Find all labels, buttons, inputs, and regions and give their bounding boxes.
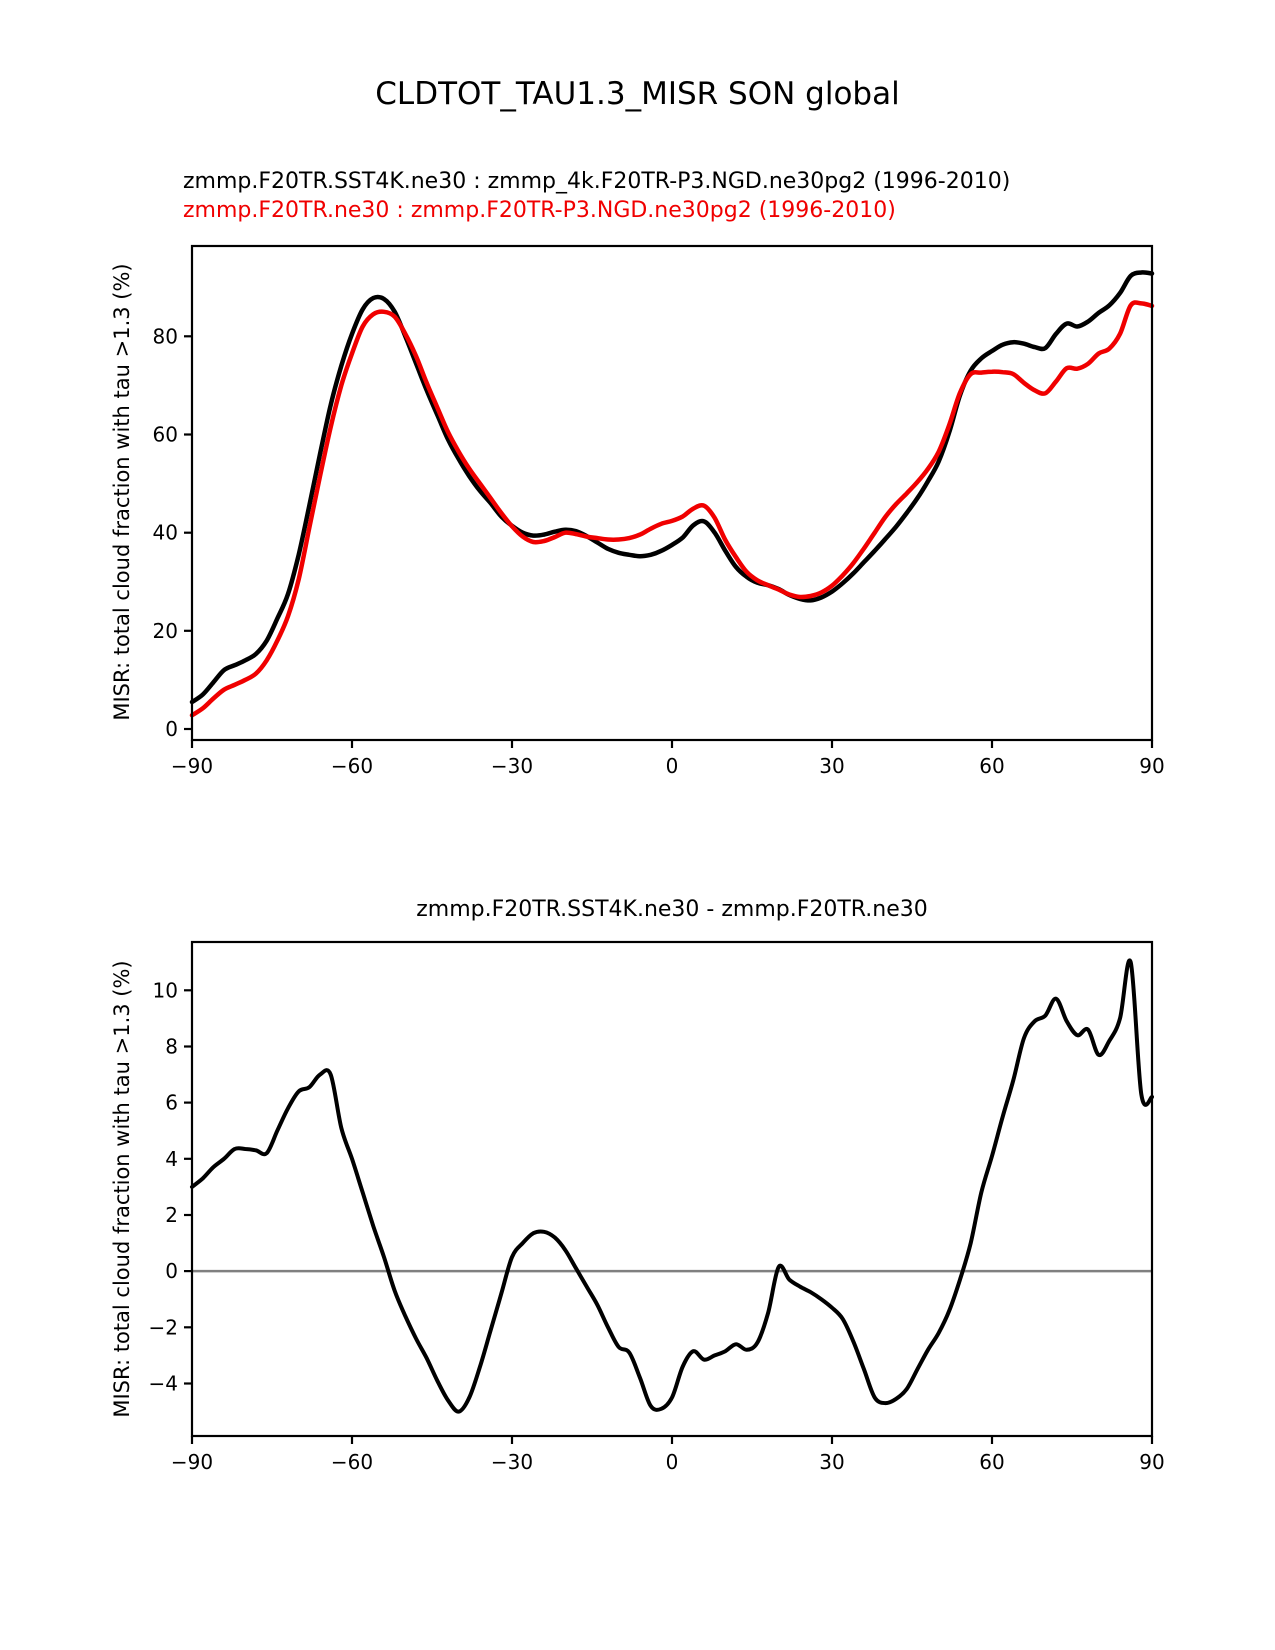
top-chart-y-axis-label: MISR: total cloud fraction with tau >1.3 (%) bbox=[110, 263, 134, 721]
x-tick-label: −30 bbox=[490, 1450, 534, 1475]
y-tick-label: 40 bbox=[152, 520, 178, 545]
series-line-difference bbox=[192, 960, 1152, 1411]
figure-title: CLDTOT_TAU1.3_MISR SON global bbox=[375, 76, 900, 112]
x-tick-label: −30 bbox=[490, 754, 534, 779]
y-tick-label: 10 bbox=[152, 978, 178, 1003]
x-tick-label: 60 bbox=[979, 1450, 1005, 1475]
x-tick-label: 0 bbox=[665, 754, 679, 779]
y-tick-label: 2 bbox=[165, 1203, 178, 1227]
y-tick-label: 4 bbox=[165, 1146, 178, 1171]
bottom-chart bbox=[149, 942, 1165, 1474]
x-tick-label: −60 bbox=[330, 1450, 374, 1475]
axes-frame bbox=[192, 942, 1152, 1436]
x-tick-label: −90 bbox=[170, 754, 214, 779]
y-tick-label: 0 bbox=[165, 1259, 178, 1284]
y-tick-label: 60 bbox=[152, 422, 178, 447]
x-tick-label: 30 bbox=[819, 754, 845, 779]
x-tick-label: 30 bbox=[819, 1450, 845, 1475]
y-tick-label: −2 bbox=[148, 1315, 178, 1340]
series-line-zmmp.F20TR.ne30 bbox=[192, 302, 1152, 715]
x-tick-label: 90 bbox=[1139, 754, 1165, 779]
axes-frame bbox=[192, 246, 1152, 740]
y-tick-label: 8 bbox=[165, 1034, 178, 1059]
x-tick-label: 60 bbox=[979, 754, 1005, 779]
legend-entry-red: zmmp.F20TR.ne30 : zmmp.F20TR-P3.NGD.ne30pg2 (1996-2010) bbox=[183, 198, 896, 223]
y-tick-label: 80 bbox=[152, 324, 178, 349]
legend-entry-black: zmmp.F20TR.SST4K.ne30 : zmmp_4k.F20TR-P3.NGD.ne30pg2 (1996-2010) bbox=[183, 169, 1011, 194]
x-tick-label: −60 bbox=[330, 754, 374, 779]
x-tick-label: 0 bbox=[665, 1450, 679, 1475]
bottom-chart-title: zmmp.F20TR.SST4K.ne30 - zmmp.F20TR.ne30 bbox=[416, 897, 928, 922]
y-tick-label: 0 bbox=[165, 717, 178, 741]
y-tick-label: −4 bbox=[148, 1371, 178, 1396]
y-tick-label: 6 bbox=[165, 1090, 178, 1115]
x-tick-label: 90 bbox=[1139, 1450, 1165, 1475]
series-line-zmmp.F20TR.SST4K.ne30 bbox=[192, 272, 1152, 702]
top-chart bbox=[153, 246, 1165, 778]
y-tick-label: 20 bbox=[152, 618, 178, 643]
x-tick-label: −90 bbox=[170, 1450, 214, 1475]
bottom-chart-y-axis-label: MISR: total cloud fraction with tau >1.3 (%) bbox=[110, 960, 134, 1418]
